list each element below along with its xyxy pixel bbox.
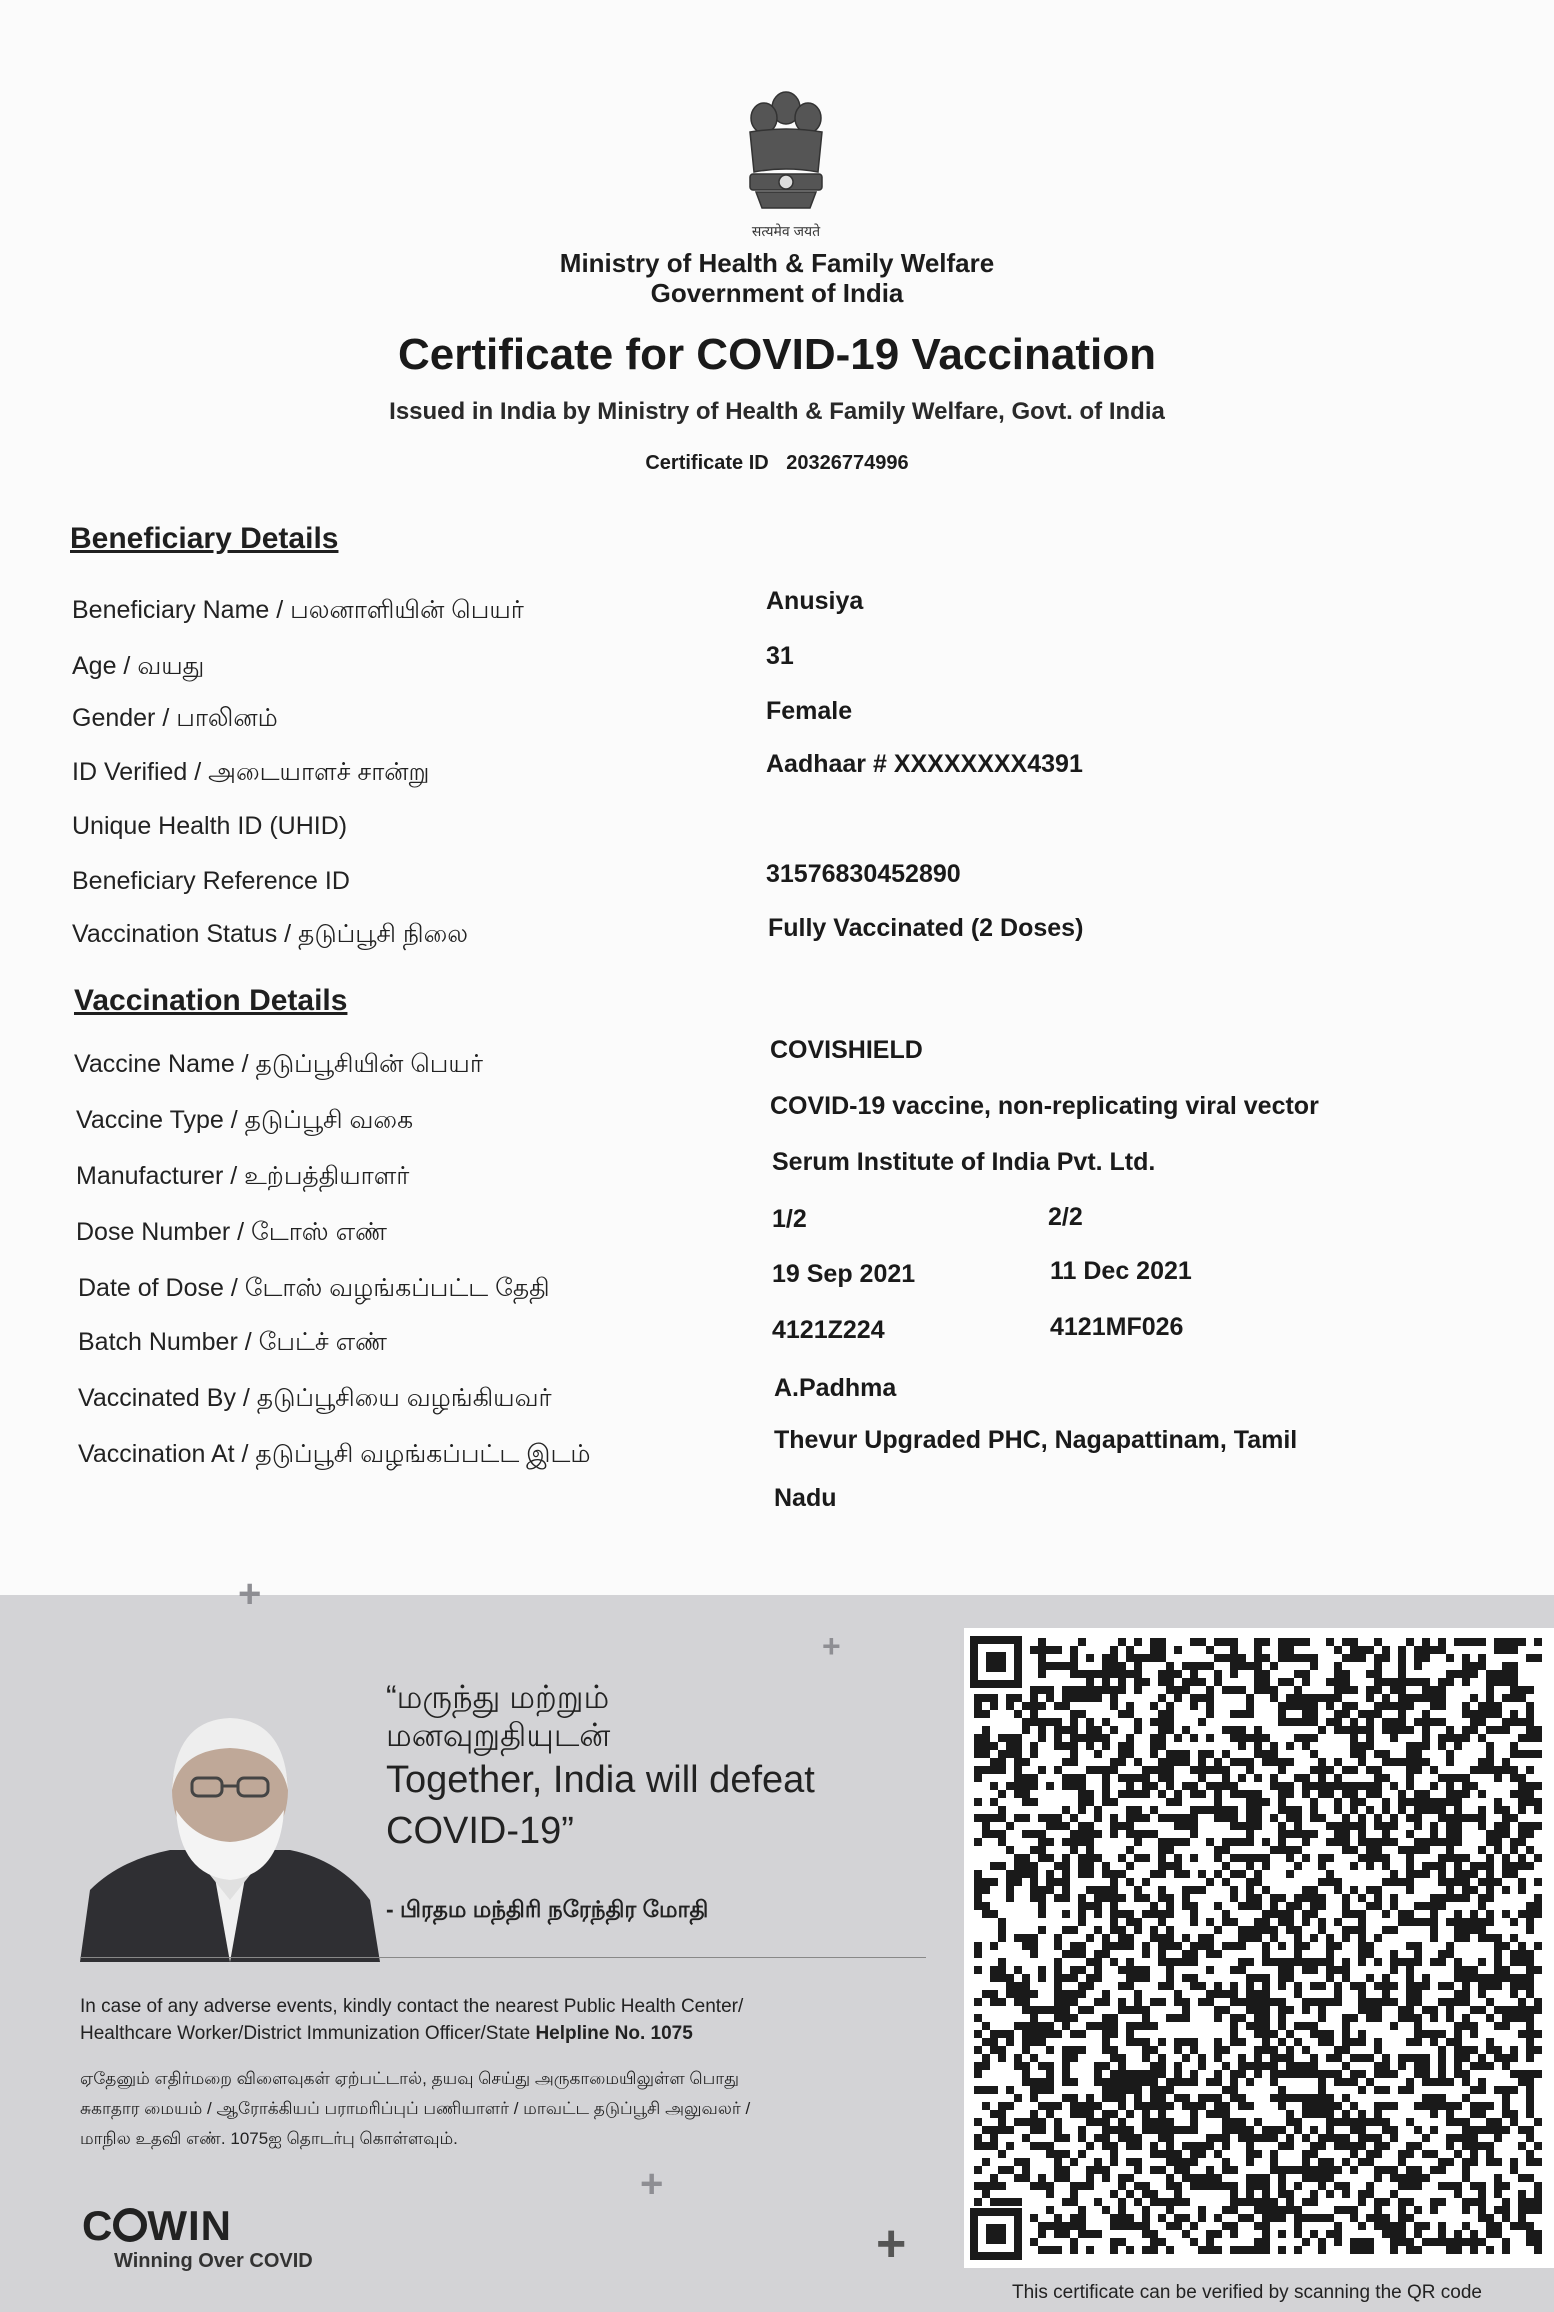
- value-vaccination-at-line2: Nadu: [774, 1484, 837, 1512]
- value-dose-2: 2/2: [1048, 1203, 1083, 1231]
- plus-decoration-icon: +: [238, 1572, 262, 1616]
- value-beneficiary-name: Anusiya: [766, 587, 864, 615]
- cowin-logo-o-icon: [113, 2208, 147, 2242]
- value-vaccinated-by: A.Padhma: [774, 1374, 897, 1402]
- value-manufacturer: Serum Institute of India Pvt. Ltd.: [772, 1148, 1156, 1176]
- national-emblem-icon: [736, 82, 836, 222]
- quote-tamil-line-1: “மருந்து மற்றும்: [386, 1679, 610, 1715]
- qr-code: [964, 1628, 1554, 2268]
- value-vaccine-type: COVID-19 vaccine, non-replicating viral vector: [770, 1092, 1319, 1120]
- label-vaccination-status: Vaccination Status / தடுப்பூசி நிலை: [72, 920, 469, 948]
- adverse-events-english: [80, 1994, 930, 2047]
- beneficiary-heading: Beneficiary Details: [70, 522, 339, 555]
- label-date-of-dose: Date of Dose / டோஸ் வழங்கப்பட்ட தேதி: [78, 1274, 550, 1302]
- quote-english-line-2: COVID-19”: [386, 1810, 574, 1853]
- adverse-events-tamil: [80, 2064, 930, 2153]
- label-dose-number: Dose Number / டோஸ் எண்: [76, 1218, 387, 1246]
- cowin-logo-c: C: [82, 2202, 114, 2249]
- plus-decoration-icon: +: [640, 2162, 664, 2206]
- help-english-line-1: In case of any adverse events, kindly contact the nearest Public Health Center/: [80, 1996, 744, 2017]
- quote-english-line-1: Together, India will defeat: [386, 1758, 815, 1801]
- quote-attribution: - பிரதம மந்திரி நரேந்திர மோதி: [386, 1896, 709, 1922]
- value-age: 31: [766, 642, 794, 670]
- label-vaccine-name: Vaccine Name / தடுப்பூசியின் பெயர்: [74, 1050, 483, 1078]
- label-beneficiary-name: Beneficiary Name / பலனாளியின் பெயர்: [72, 596, 524, 624]
- label-uhid: Unique Health ID (UHID): [72, 812, 348, 840]
- help-tamil-line-1: ஏதேனும் எதிர்மறை விளைவுகள் ஏற்பட்டால், தயவு செய்து அருகாமையிலுள்ள பொது: [80, 2069, 739, 2088]
- value-batch-dose-1: 4121Z224: [772, 1316, 885, 1344]
- issued-by: Issued in India by Ministry of Health & Family Welfare, Govt. of India: [389, 398, 1165, 425]
- certificate-id-label: Certificate ID: [645, 452, 769, 474]
- banner-divider: [80, 1957, 926, 1958]
- helpline-number: Helpline No. 1075: [535, 2022, 693, 2044]
- help-english-line-2-text: Healthcare Worker/District Immunization Officer/State: [80, 2022, 531, 2044]
- value-date-dose-2: 11 Dec 2021: [1050, 1257, 1192, 1285]
- emblem-motto: सत्यमेव जयते: [751, 223, 821, 239]
- government-name: Government of India: [650, 278, 904, 308]
- pm-quote: [386, 1678, 815, 1857]
- cowin-logo: [82, 2202, 232, 2250]
- cowin-tagline: Winning Over COVID: [114, 2250, 313, 2272]
- label-age: Age / வயது: [72, 652, 205, 680]
- certificate-title: Certificate for COVID-19 Vaccination: [398, 330, 1156, 379]
- value-date-dose-1: 19 Sep 2021: [772, 1260, 916, 1288]
- plus-decoration-icon: +: [876, 2215, 907, 2273]
- label-batch-number: Batch Number / பேட்ச் எண்: [78, 1328, 387, 1356]
- value-dose-1: 1/2: [772, 1205, 807, 1233]
- prime-minister-portrait: [80, 1700, 380, 1962]
- quote-tamil-line-2: மனவுறுதியுடன்: [386, 1717, 611, 1754]
- help-tamil-line-3: மாநில உதவி எண். 1075ஐ தொடர்பு கொள்ளவும்.: [80, 2128, 458, 2148]
- help-tamil-line-2: சுகாதார மையம் / ஆரோக்கியப் பராமரிப்புப் பணியாளர் / மாவட்ட தடுப்பூசி அலுவலர் /: [80, 2098, 751, 2118]
- label-beneficiary-reference-id: Beneficiary Reference ID: [72, 867, 350, 895]
- plus-decoration-icon: +: [822, 1628, 841, 1664]
- value-vaccine-name: COVISHIELD: [770, 1036, 923, 1064]
- label-gender: Gender / பாலினம்: [72, 704, 278, 732]
- value-vaccination-status: Fully Vaccinated (2 Doses): [768, 914, 1084, 942]
- ministry-name: Ministry of Health & Family Welfare: [559, 248, 995, 278]
- certificate-id-value: 20326774996: [786, 452, 909, 474]
- value-id-verified: Aadhaar # XXXXXXXX4391: [766, 750, 1083, 778]
- value-vaccination-at: Thevur Upgraded PHC, Nagapattinam, Tamil: [774, 1426, 1298, 1454]
- label-vaccinated-by: Vaccinated By / தடுப்பூசியை வழங்கியவர்: [78, 1384, 552, 1412]
- label-vaccination-at: Vaccination At / தடுப்பூசி வழங்கப்பட்ட இடம்: [78, 1440, 591, 1468]
- label-manufacturer: Manufacturer / உற்பத்தியாளர்: [76, 1162, 410, 1190]
- help-english-line-2: [80, 2021, 930, 2048]
- qr-verification-note: This certificate can be verified by scanning the QR code: [1012, 2282, 1482, 2303]
- value-batch-dose-2: 4121MF026: [1050, 1313, 1184, 1341]
- cowin-logo-win: WIN: [147, 2202, 232, 2249]
- value-gender: Female: [766, 697, 853, 725]
- value-beneficiary-reference-id: 31576830452890: [766, 860, 961, 888]
- vaccination-heading: Vaccination Details: [74, 984, 348, 1017]
- certificate-id: [0, 452, 1554, 475]
- label-vaccine-type: Vaccine Type / தடுப்பூசி வகை: [76, 1106, 414, 1134]
- label-id-verified: ID Verified / அடையாளச் சான்று: [72, 758, 430, 786]
